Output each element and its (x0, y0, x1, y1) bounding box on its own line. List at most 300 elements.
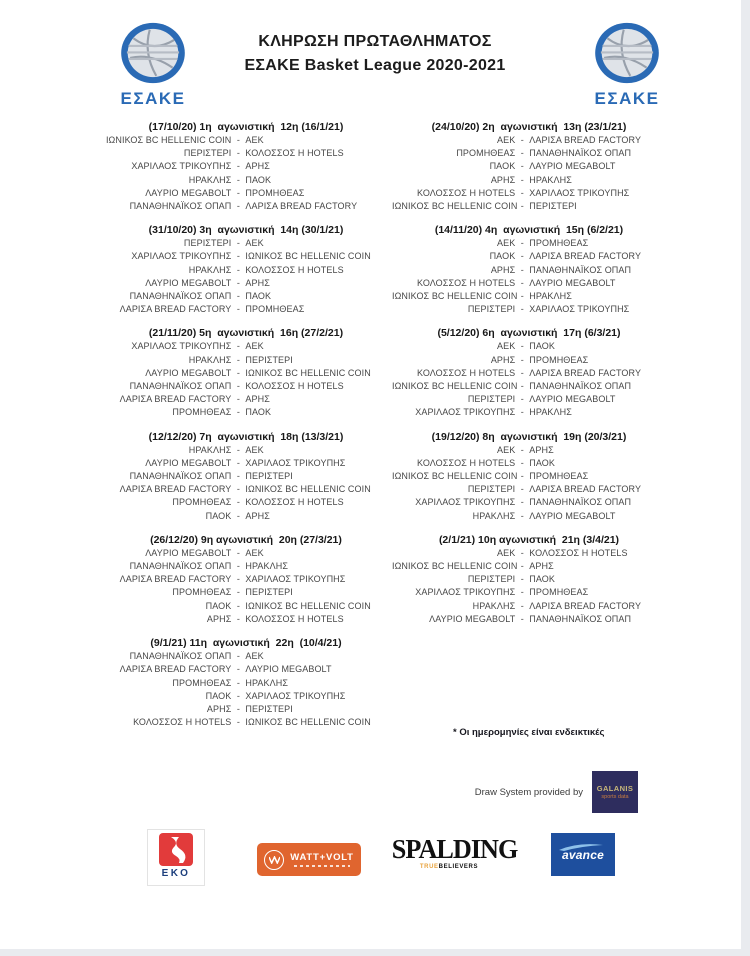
away-team: ΛΑΥΡΙΟ MEGABOLT (529, 510, 616, 521)
eko-logo-text: ΕΚΟ (161, 868, 191, 879)
home-team: ΠΕΡΙΣΤΕΡΙ (467, 304, 516, 315)
home-team: ΠΡΟΜΗΘΕΑΣ (172, 407, 232, 418)
home-team: ΚΟΛΟΣΣΟΣ Η HOTELS (417, 457, 516, 468)
away-team: ΑΡΗΣ (529, 444, 554, 455)
match-row (100, 134, 392, 147)
match-separator: - (520, 394, 524, 405)
fixtures-grid (100, 121, 666, 740)
match-separator: - (520, 238, 524, 249)
away-team: ΙΩΝΙΚΟΣ BC HELLENIC COIN (245, 600, 371, 611)
match-separator: - (520, 497, 524, 508)
match-separator: - (236, 161, 240, 172)
home-team: ΗΡΑΚΛΗΣ (188, 444, 232, 455)
home-team: ΗΡΑΚΛΗΣ (188, 174, 232, 185)
round-header: (17/10/20) 1η αγωνιστική 12η (16/1/21) (148, 121, 344, 133)
away-team: ΙΩΝΙΚΟΣ BC HELLENIC COIN (245, 717, 371, 728)
away-team: ΠΑΝΑΘΗΝΑΪΚΟΣ ΟΠΑΠ (529, 264, 632, 275)
home-team: ΛΑΥΡΙΟ MEGABOLT (145, 457, 232, 468)
away-team: ΧΑΡΙΛΑΟΣ ΤΡΙΚΟΥΠΗΣ (529, 187, 630, 198)
home-team: ΠΑΝΑΘΗΝΑΪΚΟΣ ΟΠΑΠ (129, 471, 232, 482)
round-matches (100, 340, 392, 419)
round-header: (24/10/20) 2η αγωνιστική 13η (23/1/21) (431, 121, 627, 133)
match-row (392, 354, 666, 367)
galanis-logo-subtext: sports data (601, 794, 629, 800)
match-row (392, 444, 666, 457)
round-matches (100, 547, 392, 626)
home-team: ΑΕΚ (496, 547, 516, 558)
match-row (100, 650, 392, 663)
match-separator: - (236, 574, 240, 585)
home-team: ΠΑΝΑΘΗΝΑΪΚΟΣ ΟΠΑΠ (129, 201, 232, 212)
match-row (392, 160, 666, 173)
match-separator: - (520, 407, 524, 418)
match-separator: - (520, 277, 524, 288)
away-team: ΑΡΗΣ (529, 561, 554, 572)
away-team: ΠΑΟΚ (245, 291, 272, 302)
home-team: ΚΟΛΟΣΣΟΣ Η HOTELS (133, 717, 232, 728)
home-team: ΠΑΝΑΘΗΝΑΪΚΟΣ ΟΠΑΠ (129, 561, 232, 572)
match-separator: - (236, 264, 240, 275)
away-team: ΠΡΟΜΗΘΕΑΣ (529, 238, 589, 249)
page-subtitle: ΕΣΑΚΕ Basket League 2020-2021 (244, 57, 506, 74)
match-separator: - (520, 135, 524, 145)
match-row (100, 690, 392, 703)
round-block (100, 224, 392, 316)
away-team: ΚΟΛΟΣΣΟΣ Η HOTELS (245, 497, 344, 508)
match-separator: - (236, 510, 240, 521)
match-row (100, 560, 392, 573)
away-team: ΛΑΥΡΙΟ MEGABOLT (245, 664, 332, 675)
match-row (392, 406, 666, 419)
match-separator: - (236, 367, 240, 378)
match-row (392, 600, 666, 613)
match-separator: - (520, 547, 524, 558)
away-team: ΛΑΡΙΣΑ BREAD FACTORY (529, 367, 642, 378)
match-row (392, 367, 666, 380)
away-team: ΑΡΗΣ (245, 161, 270, 172)
home-team: ΙΩΝΙΚΟΣ BC HELLENIC COIN (392, 471, 518, 482)
away-team: ΠΡΟΜΗΘΕΑΣ (529, 587, 589, 598)
away-team: ΠΡΟΜΗΘΕΑΣ (245, 304, 305, 315)
home-team: ΠΑΟΚ (489, 251, 516, 262)
match-separator: - (236, 304, 240, 315)
away-team: ΗΡΑΚΛΗΣ (529, 174, 572, 185)
match-separator: - (520, 381, 524, 392)
match-row (100, 600, 392, 613)
away-team: ΠΕΡΙΣΤΕΡΙ (529, 201, 577, 212)
match-row (100, 200, 392, 213)
match-row (100, 264, 392, 277)
match-separator: - (236, 187, 240, 198)
match-separator: - (520, 304, 524, 315)
match-separator: - (236, 394, 240, 405)
match-row (100, 483, 392, 496)
match-row (392, 340, 666, 353)
home-team: ΛΑΡΙΣΑ BREAD FACTORY (119, 574, 232, 585)
home-team: ΛΑΡΙΣΑ BREAD FACTORY (119, 304, 232, 315)
round-block (392, 121, 666, 213)
away-team: ΑΕΚ (245, 135, 264, 145)
home-team: ΧΑΡΙΛΑΟΣ ΤΡΙΚΟΥΠΗΣ (131, 251, 232, 262)
match-row (392, 264, 666, 277)
match-separator: - (236, 613, 240, 624)
match-separator: - (520, 444, 524, 455)
round-header: (2/1/21) 10η αγωνιστική 21η (3/4/21) (438, 533, 620, 546)
home-team: ΠΑΝΑΘΗΝΑΪΚΟΣ ΟΠΑΠ (129, 381, 232, 392)
away-team: ΑΕΚ (245, 444, 264, 455)
round-matches (392, 134, 666, 213)
match-separator: - (520, 600, 524, 611)
away-team: ΛΑΡΙΣΑ BREAD FACTORY (529, 600, 642, 611)
round-matches (392, 547, 666, 626)
spalding-logo (390, 834, 518, 870)
match-separator: - (520, 561, 524, 572)
round-header: (9/1/21) 11η αγωνιστική 22η (10/4/21) (150, 637, 342, 650)
away-team: ΗΡΑΚΛΗΣ (529, 407, 572, 418)
home-team: ΠΑΟΚ (205, 600, 232, 611)
home-team: ΙΩΝΙΚΟΣ BC HELLENIC COIN (392, 381, 518, 392)
home-team: ΛΑΥΡΙΟ MEGABOLT (145, 277, 232, 288)
match-separator: - (520, 367, 524, 378)
home-team: ΛΑΡΙΣΑ BREAD FACTORY (119, 394, 232, 405)
avance-logo-text: avance (562, 847, 604, 862)
match-row (100, 547, 392, 560)
match-row (100, 677, 392, 690)
match-separator: - (236, 238, 240, 249)
round-header: (19/12/20) 8η αγωνιστική 19η (20/3/21) (431, 430, 627, 443)
away-team: ΧΑΡΙΛΑΟΣ ΤΡΙΚΟΥΠΗΣ (245, 690, 346, 701)
away-team: ΠΑΝΑΘΗΝΑΪΚΟΣ ΟΠΑΠ (529, 497, 632, 508)
away-team: ΚΟΛΟΣΣΟΣ Η HOTELS (245, 381, 344, 392)
away-team: ΗΡΑΚΛΗΣ (245, 561, 289, 572)
home-team: ΑΕΚ (496, 135, 516, 145)
match-row (100, 290, 392, 303)
match-row (392, 187, 666, 200)
away-team: ΠΕΡΙΣΤΕΡΙ (245, 703, 293, 714)
away-team: ΠΡΟΜΗΘΕΑΣ (245, 187, 305, 198)
match-separator: - (520, 291, 524, 302)
match-separator: - (520, 341, 524, 352)
round-header: (12/12/20) 7η αγωνιστική 18η (13/3/21) (148, 430, 344, 443)
home-team: ΧΑΡΙΛΑΟΣ ΤΡΙΚΟΥΠΗΣ (131, 341, 232, 352)
away-team: ΠΑΟΚ (529, 341, 556, 352)
away-team: ΠΑΝΑΘΗΝΑΪΚΟΣ ΟΠΑΠ (529, 148, 632, 159)
home-team: ΛΑΡΙΣΑ BREAD FACTORY (119, 664, 232, 675)
home-team: ΗΡΑΚΛΗΣ (188, 264, 232, 275)
away-team: ΚΟΛΟΣΣΟΣ Η HOTELS (245, 613, 344, 624)
page-title: ΚΛΗΡΩΣΗ ΠΡΩΤΑΘΛΗΜΑΤΟΣ (258, 33, 492, 50)
away-team: ΠΑΟΚ (245, 407, 272, 418)
esake-basketball-icon (594, 71, 660, 88)
match-separator: - (520, 251, 524, 262)
watt-volt-fine-print (294, 865, 350, 867)
match-separator: - (520, 484, 524, 495)
home-team: ΚΟΛΟΣΣΟΣ Η HOTELS (417, 367, 516, 378)
match-row (100, 340, 392, 353)
home-team: ΧΑΡΙΛΑΟΣ ΤΡΙΚΟΥΠΗΣ (131, 161, 232, 172)
round-header: (26/12/20) 9η αγωνιστική 20η (27/3/21) (150, 533, 342, 546)
match-separator: - (236, 484, 240, 495)
esake-logo-text: ΕΣΑΚΕ (594, 89, 660, 108)
match-row (392, 586, 666, 599)
round-block (100, 431, 392, 523)
match-row (100, 470, 392, 483)
home-team: ΗΡΑΚΛΗΣ (472, 510, 516, 521)
round-block (392, 327, 666, 419)
match-separator: - (236, 174, 240, 185)
fixtures-column-left (100, 121, 392, 740)
match-row (392, 573, 666, 586)
match-row (392, 457, 666, 470)
match-row (392, 380, 666, 393)
match-separator: - (520, 574, 524, 585)
home-team: ΑΕΚ (496, 341, 516, 352)
round-block (392, 431, 666, 523)
match-separator: - (236, 407, 240, 418)
match-row (392, 547, 666, 560)
match-separator: - (236, 341, 240, 352)
away-team: ΗΡΑΚΛΗΣ (245, 677, 289, 688)
match-row (100, 367, 392, 380)
match-row (392, 174, 666, 187)
match-row (100, 187, 392, 200)
away-team: ΠΕΡΙΣΤΕΡΙ (245, 354, 293, 365)
page-edge-right (741, 0, 750, 956)
match-row (392, 483, 666, 496)
away-team: ΠΑΝΑΘΗΝΑΪΚΟΣ ΟΠΑΠ (529, 381, 632, 392)
match-separator: - (520, 264, 524, 275)
away-team: ΛΑΥΡΙΟ MEGABOLT (529, 277, 616, 288)
match-separator: - (236, 717, 240, 728)
match-row (100, 174, 392, 187)
round-header: (5/12/20) 6η αγωνιστική 17η (6/3/21) (437, 327, 621, 340)
avance-logo (551, 833, 615, 876)
round-block (392, 224, 666, 316)
round-block (100, 121, 392, 213)
match-separator: - (236, 600, 240, 611)
match-row (392, 510, 666, 523)
home-team: ΠΕΡΙΣΤΕΡΙ (183, 238, 232, 249)
round-block (392, 534, 666, 626)
home-team: ΚΟΛΟΣΣΟΣ Η HOTELS (417, 187, 516, 198)
match-separator: - (236, 703, 240, 714)
away-team: ΠΑΟΚ (529, 457, 556, 468)
home-team: ΧΑΡΙΛΑΟΣ ΤΡΙΚΟΥΠΗΣ (415, 497, 516, 508)
match-row (100, 457, 392, 470)
away-team: ΑΡΗΣ (245, 394, 270, 405)
match-row (392, 470, 666, 483)
home-team: ΠΑΝΑΘΗΝΑΪΚΟΣ ΟΠΑΠ (129, 651, 232, 662)
match-row (100, 510, 392, 523)
match-separator: - (520, 457, 524, 468)
watt-volt-wave-icon (264, 850, 284, 870)
page-edge-bottom (0, 949, 750, 956)
home-team: ΗΡΑΚΛΗΣ (472, 600, 516, 611)
match-separator: - (236, 561, 240, 572)
spalding-tagline-true: TRUE (419, 864, 439, 870)
match-row (392, 613, 666, 626)
away-team: ΠΡΟΜΗΘΕΑΣ (529, 354, 589, 365)
match-separator: - (520, 510, 524, 521)
home-team: ΛΑΥΡΙΟ MEGABOLT (145, 367, 232, 378)
match-separator: - (236, 457, 240, 468)
away-team: ΧΑΡΙΛΑΟΣ ΤΡΙΚΟΥΠΗΣ (245, 574, 346, 585)
away-team: ΧΑΡΙΛΑΟΣ ΤΡΙΚΟΥΠΗΣ (529, 304, 630, 315)
round-matches (392, 340, 666, 419)
home-team: ΧΑΡΙΛΑΟΣ ΤΡΙΚΟΥΠΗΣ (415, 587, 516, 598)
away-team: ΗΡΑΚΛΗΣ (529, 291, 572, 302)
round-block (100, 534, 392, 626)
match-row (100, 573, 392, 586)
home-team: ΙΩΝΙΚΟΣ BC HELLENIC COIN (392, 201, 518, 212)
home-team: ΛΑΡΙΣΑ BREAD FACTORY (119, 484, 232, 495)
away-team: ΑΡΗΣ (245, 510, 270, 521)
away-team: ΙΩΝΙΚΟΣ BC HELLENIC COIN (245, 484, 371, 495)
round-block (100, 637, 392, 729)
match-separator: - (236, 251, 240, 262)
match-row (100, 444, 392, 457)
match-separator: - (520, 354, 524, 365)
match-separator: - (236, 148, 240, 159)
match-row (100, 613, 392, 626)
match-separator: - (236, 651, 240, 662)
round-block (100, 327, 392, 419)
away-team: ΛΑΥΡΙΟ MEGABOLT (529, 161, 616, 172)
draw-system-credit (350, 771, 638, 813)
match-separator: - (520, 187, 524, 198)
match-row (100, 663, 392, 676)
home-team: ΑΡΗΣ (206, 703, 232, 714)
match-row (392, 560, 666, 573)
round-header: (31/10/20) 3η αγωνιστική 14η (30/1/21) (148, 224, 344, 237)
away-team: ΛΑΡΙΣΑ BREAD FACTORY (245, 201, 358, 212)
match-separator: - (236, 677, 240, 688)
match-row (100, 586, 392, 599)
match-row (392, 277, 666, 290)
fixtures-column-right (392, 121, 666, 740)
away-team: ΛΑΡΙΣΑ BREAD FACTORY (529, 251, 642, 262)
home-team: ΠΕΡΙΣΤΕΡΙ (467, 394, 516, 405)
match-separator: - (236, 690, 240, 701)
match-row (392, 134, 666, 147)
match-separator: - (236, 354, 240, 365)
home-team: ΙΩΝΙΚΟΣ BC HELLENIC COIN (105, 135, 232, 145)
spalding-tagline (390, 864, 508, 870)
home-team: ΑΡΗΣ (490, 174, 516, 185)
away-team: ΑΕΚ (245, 341, 264, 352)
match-row (100, 160, 392, 173)
match-separator: - (236, 135, 240, 145)
home-team: ΠΕΡΙΣΤΕΡΙ (183, 148, 232, 159)
round-matches (100, 650, 392, 729)
match-row (100, 147, 392, 160)
draw-system-label: Draw System provided by (474, 786, 583, 798)
esake-logo-right (584, 22, 670, 109)
away-team: ΑΕΚ (245, 238, 264, 249)
home-team: ΛΑΥΡΙΟ MEGABOLT (429, 613, 516, 624)
avance-swoosh-icon (558, 842, 604, 852)
away-team: ΚΟΛΟΣΣΟΣ Η HOTELS (529, 547, 628, 558)
away-team: ΛΑΡΙΣΑ BREAD FACTORY (529, 484, 642, 495)
match-separator: - (236, 587, 240, 598)
match-separator: - (520, 148, 524, 159)
away-team: ΧΑΡΙΛΑΟΣ ΤΡΙΚΟΥΠΗΣ (245, 457, 346, 468)
match-separator: - (520, 201, 524, 212)
home-team: ΑΕΚ (496, 444, 516, 455)
match-row (392, 250, 666, 263)
home-team: ΠΕΡΙΣΤΕΡΙ (467, 574, 516, 585)
home-team: ΠΡΟΜΗΘΕΑΣ (172, 497, 232, 508)
round-header: (14/11/20) 4η αγωνιστική 15η (6/2/21) (434, 224, 624, 237)
away-team: ΠΕΡΙΣΤΕΡΙ (245, 587, 293, 598)
home-team: ΑΡΗΣ (490, 264, 516, 275)
match-row (100, 380, 392, 393)
round-matches (100, 444, 392, 523)
home-team: ΙΩΝΙΚΟΣ BC HELLENIC COIN (392, 291, 518, 302)
match-separator: - (520, 174, 524, 185)
round-matches (392, 237, 666, 316)
match-separator: - (520, 471, 524, 482)
home-team: ΧΑΡΙΛΑΟΣ ΤΡΙΚΟΥΠΗΣ (415, 407, 516, 418)
match-separator: - (520, 587, 524, 598)
round-matches (100, 237, 392, 316)
home-team: ΑΡΗΣ (490, 354, 516, 365)
match-row (392, 200, 666, 213)
home-team: ΠΑΟΚ (205, 510, 232, 521)
round-header: (21/11/20) 5η αγωνιστική 16η (27/2/21) (148, 327, 344, 340)
match-row (100, 277, 392, 290)
dates-indicative-note: * Οι ημερομηνίες είναι ενδεικτικές (453, 727, 605, 738)
match-row (392, 237, 666, 250)
home-team: ΑΕΚ (496, 238, 516, 249)
match-separator: - (236, 471, 240, 482)
match-row (392, 303, 666, 316)
match-separator: - (236, 277, 240, 288)
away-team: ΠΑΟΚ (529, 574, 556, 585)
eko-flame-icon (159, 833, 193, 866)
home-team: ΚΟΛΟΣΣΟΣ Η HOTELS (417, 277, 516, 288)
match-row (100, 250, 392, 263)
home-team: ΛΑΥΡΙΟ MEGABOLT (145, 547, 232, 558)
away-team: ΠΑΟΚ (245, 174, 272, 185)
match-row (100, 496, 392, 509)
home-team: ΠΡΟΜΗΘΕΑΣ (172, 587, 232, 598)
galanis-logo-text: GALANIS (596, 784, 634, 793)
spalding-logo-text: SPALDING (391, 834, 518, 864)
match-separator: - (236, 547, 240, 558)
home-team: ΛΑΥΡΙΟ MEGABOLT (145, 187, 232, 198)
match-row (100, 716, 392, 729)
match-separator: - (236, 291, 240, 302)
home-team: ΠΑΝΑΘΗΝΑΪΚΟΣ ΟΠΑΠ (129, 291, 232, 302)
match-separator: - (236, 444, 240, 455)
match-row (100, 303, 392, 316)
esake-logo-text: ΕΣΑΚΕ (120, 89, 186, 108)
home-team: ΠΕΡΙΣΤΕΡΙ (467, 484, 516, 495)
home-team: ΠΡΟΜΗΘΕΑΣ (456, 148, 516, 159)
away-team: ΚΟΛΟΣΣΟΣ Η HOTELS (245, 264, 344, 275)
match-row (100, 703, 392, 716)
away-team: ΠΑΝΑΘΗΝΑΪΚΟΣ ΟΠΑΠ (529, 613, 632, 624)
match-separator: - (520, 161, 524, 172)
away-team: ΙΩΝΙΚΟΣ BC HELLENIC COIN (245, 367, 371, 378)
home-team: ΠΡΟΜΗΘΕΑΣ (172, 677, 232, 688)
match-row (392, 496, 666, 509)
home-team: ΠΑΟΚ (489, 161, 516, 172)
away-team: ΛΑΡΙΣΑ BREAD FACTORY (529, 135, 642, 145)
away-team: ΑΡΗΣ (245, 277, 270, 288)
home-team: ΙΩΝΙΚΟΣ BC HELLENIC COIN (392, 561, 518, 572)
